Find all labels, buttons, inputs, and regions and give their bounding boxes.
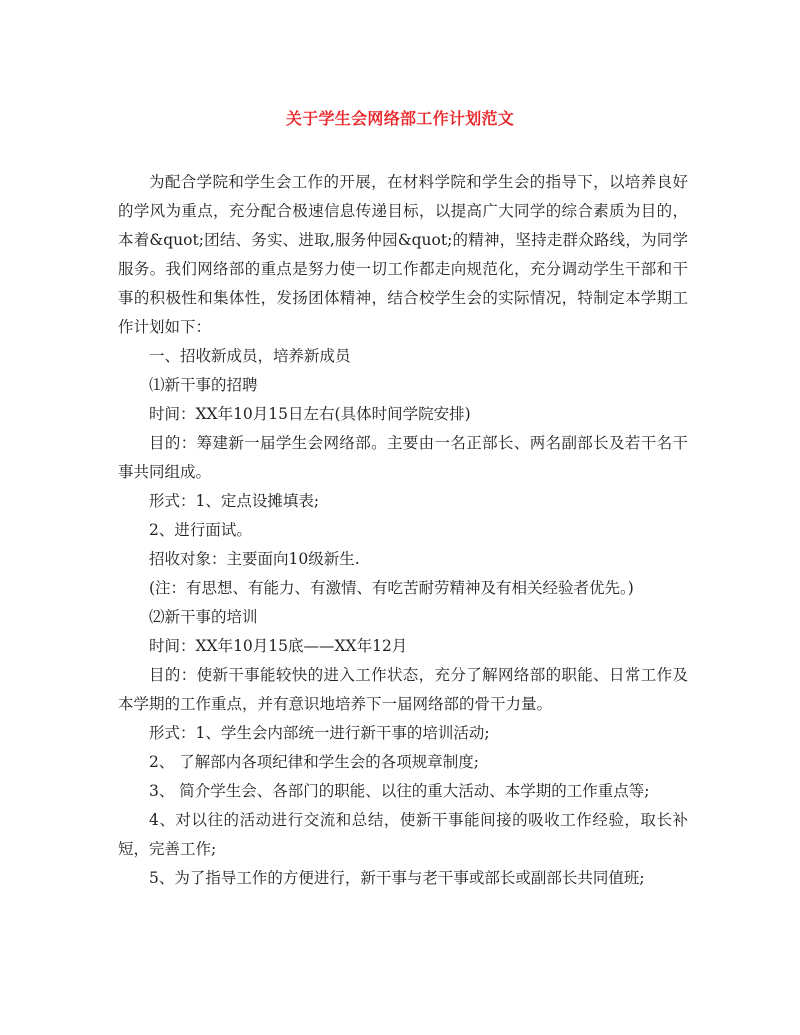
paragraph: 目的：使新干事能较快的进入工作状态，充分了解网络部的职能、日常工作及本学期的工作重点，并有意识地培养下一届网络部的骨干力量。 <box>118 666 688 713</box>
intro-paragraph: 为配合学院和学生会工作的开展，在材料学院和学生会的指导下，以培养良好的学风为重点，充分配合极速信息传递目标，以提高广大同学的综合素质为目的，本着&quot;团结、务实、进取,服务仲园&quot;的精神，坚持走群众路线，为同学服务。我们网络部的重点是努力使一切工作都走向规范化，充分调动学生干部和干事的积极性和集体性，发扬团体精神，结合校学生会的实际情况，特制定本学期工作计划如下： <box>118 173 688 336</box>
paragraph: 招收对象：主要面向10级新生. <box>149 550 360 568</box>
paragraph: 2、 了解部内各项纪律和学生会的各项规章制度; <box>149 753 480 771</box>
paragraph: 5、为了指导工作的方便进行，新干事与老干事或部长或副部长共同值班; <box>149 869 645 887</box>
paragraph: 时间：XX年10月15日左右(具体时间学院安排) <box>149 405 471 423</box>
paragraph: 目的：筹建新一届学生会网络部。主要由一名正部长、两名副部长及若干名干事共同组成。 <box>118 434 688 481</box>
subsection-heading: ⑵新干事的培训 <box>149 608 258 626</box>
paragraph: 4、对以往的活动进行交流和总结，使新干事能间接的吸收工作经验，取长补短，完善工作; <box>118 811 688 858</box>
paragraph: 形式：1、学生会内部统一进行新干事的培训活动; <box>149 724 490 742</box>
document-body <box>118 168 688 893</box>
paragraph: 时间：XX年10月15底——XX年12月 <box>149 637 408 655</box>
section-heading: 一、招收新成员，培养新成员 <box>149 347 351 365</box>
document-title: 关于学生会网络部工作计划范文 <box>285 109 515 128</box>
paragraph: 2、进行面试。 <box>149 521 252 539</box>
paragraph: 3、 简介学生会、各部门的职能、以往的重大活动、本学期的工作重点等; <box>149 782 650 800</box>
subsection-heading: ⑴新干事的招聘 <box>149 376 258 394</box>
note-paragraph: (注：有思想、有能力、有激情、有吃苦耐劳精神及有相关经验者优先。) <box>149 579 634 597</box>
paragraph: 形式：1、定点设摊填表; <box>149 492 320 510</box>
